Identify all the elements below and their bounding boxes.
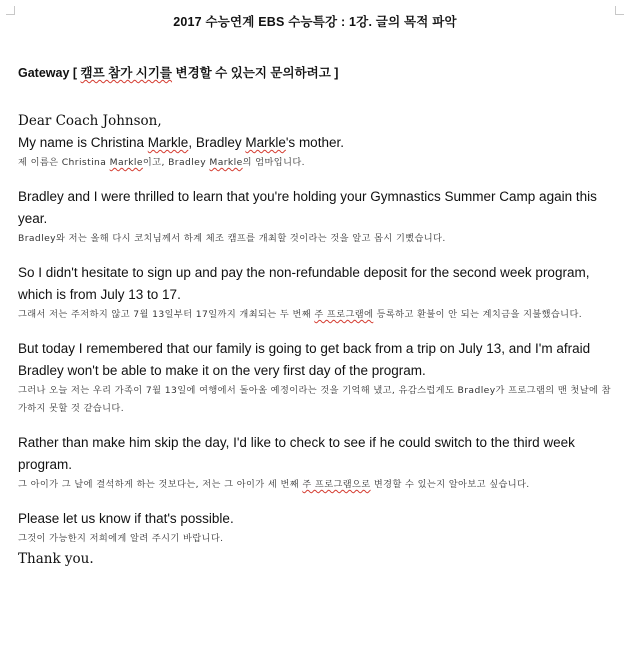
paragraph-2-korean: Bradley와 저는 올해 다시 코치님께서 하계 체조 캠프를 개최할 것이라는 것을 알고 몹시 기뻤습니다. <box>18 233 446 244</box>
paragraph-4-korean: 그러나 오늘 저는 우리 가족이 7월 13일에 여행에서 돌아올 예정이라는 것을 기억해 냈고, 유감스럽게도 Bradley가 프로그램의 맨 첫날에 참가하지 못할 것 같습니다. <box>18 385 611 414</box>
p1-en-name-2: Markle <box>245 135 286 150</box>
page-title: 2017 수능연계 EBS 수능특강 : 1강. 글의 목적 파악 <box>173 15 457 29</box>
paragraph-1-korean <box>18 154 618 172</box>
p1-en-text-c: 's mother. <box>285 135 344 150</box>
paragraph-4 <box>18 338 618 418</box>
p1-en-text-b: , Bradley <box>188 135 246 150</box>
gateway-label: Gateway [ <box>18 66 81 80</box>
paragraph-1 <box>18 132 618 172</box>
gateway-underlined-text: 캠프 참가 시기를 <box>80 66 173 80</box>
paragraph-2-english: Bradley and I were thrilled to learn that you're holding your Gymnastics Summer Camp again this year. <box>18 189 597 226</box>
paragraph-6-english: Please let us know if that's possible. <box>18 511 234 526</box>
p3-ko-underlined: 주 프로그램에 <box>314 309 374 320</box>
paragraph-5-english: Rather than make him skip the day, I'd like to check to see if he could switch to the third week program. <box>18 435 575 472</box>
letter-body <box>18 110 618 570</box>
letter-closing: Thank you. <box>18 551 94 567</box>
p3-ko-text-b: 등록하고 환불이 안 되는 계치금을 지불했습니다. <box>373 309 583 320</box>
p1-ko-text-a: 제 이름은 Christina <box>18 157 110 168</box>
p1-en-text-a: My name is Christina <box>18 135 148 150</box>
paragraph-2 <box>18 186 618 248</box>
paragraph-1-english <box>18 132 618 154</box>
p5-ko-text-a: 그 아이가 그 날에 결석하게 하는 것보다는, 저는 그 아이가 세 번째 <box>18 479 303 490</box>
p1-en-name-1: Markle <box>147 135 189 150</box>
p5-ko-underlined: 주 프로그램으로 <box>302 479 371 490</box>
p1-ko-text-c: 의 엄마입니다. <box>242 157 305 168</box>
paragraph-3 <box>18 262 618 324</box>
letter-greeting: Dear Coach Johnson, <box>18 113 162 129</box>
paragraph-3-english: So I didn't hesitate to sign up and pay the non-refundable deposit for the second week program, which is from July 13 to 17. <box>18 265 590 302</box>
gateway-heading <box>18 63 338 81</box>
paragraph-3-korean <box>18 306 618 324</box>
paragraph-4-english: But today I remembered that our family is going to get back from a trip on July 13, and I'm afraid Bradley won't be able to make it on the very first day of the program. <box>18 341 591 378</box>
p1-ko-name-1: Markle <box>109 157 143 168</box>
gateway-rest: 변경할 수 있는지 문의하려고 ] <box>172 66 339 80</box>
p3-ko-text-a: 그래서 저는 주저하지 않고 7월 13일부터 17일까지 개최되는 두 번째 <box>18 309 315 320</box>
paragraph-6 <box>18 508 618 548</box>
p5-ko-text-b: 변경할 수 있는지 알아보고 싶습니다. <box>370 479 530 490</box>
paragraph-6-korean: 그것이 가능한지 저희에게 알려 주시기 바랍니다. <box>18 533 224 544</box>
p1-ko-name-2: Markle <box>209 157 243 168</box>
paragraph-5-korean <box>18 476 618 494</box>
p1-ko-text-b: 이고, Bradley <box>142 157 210 168</box>
paragraph-5 <box>18 432 618 494</box>
